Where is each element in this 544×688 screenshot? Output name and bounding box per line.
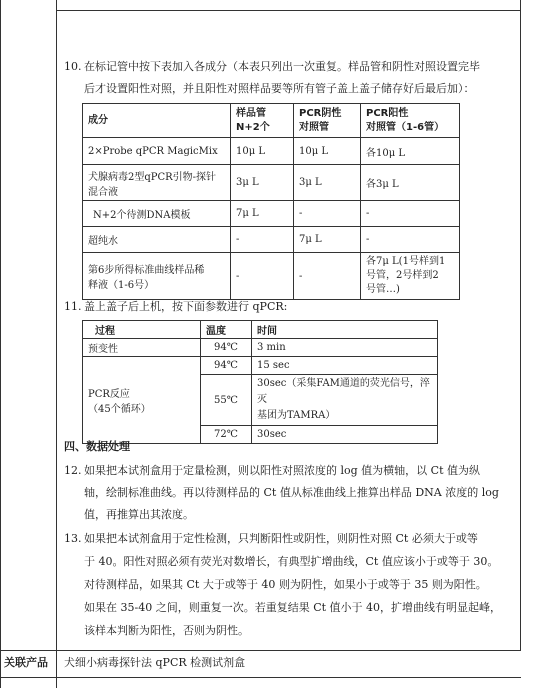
step-text-line: 于 40。阳性对照必须有荧光对数增长，有典型扩增曲线，Ct 值应该小于或等于 30。 — [84, 555, 499, 568]
header-line: PCR阳性 — [366, 107, 409, 119]
table-cell — [361, 253, 460, 300]
table-cell: - — [231, 253, 294, 300]
table-cell: 3μ L — [294, 165, 361, 201]
table-cell: 30sec — [252, 426, 438, 444]
header-cell: 时间 — [252, 321, 438, 339]
table-cell: 各10μ L — [361, 138, 460, 165]
step-number: 11. — [64, 300, 82, 313]
cell-line: 基团为TAMRA） — [257, 410, 336, 421]
table-row — [83, 227, 460, 253]
table-header-row — [83, 104, 460, 138]
step-text-line: 如果把本试剂盒用于定性检测，只判断阳性或阴性，则阴性对照 Ct 必须大于或等 — [84, 532, 478, 545]
table-cell: N+2个待测DNA模板 — [83, 201, 231, 227]
reaction-setup-table — [82, 103, 460, 300]
step-text-line: 对待测样品，如果其 Ct 大于或等于 40 则为阴性，如果小于或等于 35 则为阳性。 — [84, 578, 487, 591]
table-row — [83, 339, 438, 357]
header-line: PCR阴性 — [299, 107, 342, 119]
header-cell — [361, 104, 460, 138]
header-line: 对照管 — [299, 121, 329, 133]
table-row — [83, 253, 460, 300]
table-cell — [83, 165, 231, 201]
header-line: N+2个 — [236, 121, 270, 133]
header-cell: 过程 — [83, 321, 201, 339]
cell-line: 犬腺病毒2型qPCR引物-探针 — [88, 171, 217, 183]
table-cell: 7μ L — [294, 227, 361, 253]
step-number: 12. — [64, 464, 82, 477]
header-cell: 温度 — [201, 321, 252, 339]
header-line: 样品管 — [236, 107, 266, 119]
step-text-line: 在标记管中按下表加入各成分（本表只列出一次重复。样品管和阴性对照设置完毕 — [84, 60, 480, 73]
table-cell: 94℃ — [201, 357, 252, 375]
step-text-line: 如果把本试剂盒用于定量检测，则以阳性对照浓度的 log 值为横轴，以 Ct 值为纵 — [84, 464, 481, 477]
header-cell — [231, 104, 294, 138]
step-number: 13. — [64, 532, 82, 545]
table-row — [83, 201, 460, 227]
table-cell: - — [361, 227, 460, 253]
cell-line: （45个循环） — [88, 404, 151, 415]
header-cell — [294, 104, 361, 138]
table-cell: 10μ L — [231, 138, 294, 165]
table-cell: 72℃ — [201, 426, 252, 444]
table-cell: - — [361, 201, 460, 227]
header-line: 对照管（1-6管） — [366, 121, 445, 133]
step-text-line: 该样本判断为阳性，否则为阴性。 — [84, 624, 249, 637]
step-11 — [64, 296, 514, 318]
step-13 — [64, 528, 514, 642]
cell-line: 号管，2号样到2 — [366, 270, 439, 281]
table-cell: 3μ L — [231, 165, 294, 201]
table-cell: 2×Probe qPCR MagicMix — [83, 138, 231, 165]
table-cell: 7μ L — [231, 201, 294, 227]
section-heading: 四、数据处理 — [64, 440, 130, 453]
cell-line: 释液（1-6号） — [88, 280, 155, 291]
frame-column-divider — [56, 0, 57, 688]
step-text-line: 如果在 35-40 之间，则重复一次。若重复结果 Ct 值小于 40，扩增曲线有明显起峰， — [84, 601, 502, 614]
table-cell — [252, 375, 438, 426]
table-row — [83, 357, 438, 375]
table-cell: 各3μ L — [361, 165, 460, 201]
table-cell: 15 sec — [252, 357, 438, 375]
step-text-line: 盖上盖子后上机，按下面参数进行 qPCR: — [84, 300, 288, 313]
step-text-line: 后才设置阳性对照，并且阳性对照样品要等所有管子盖上盖子储存好后最后加）： — [84, 82, 475, 95]
frame-right-border — [520, 0, 521, 650]
cell-line: PCR反应 — [88, 389, 130, 400]
cell-line: 混合液 — [88, 186, 118, 198]
table-cell: - — [294, 201, 361, 227]
table-row — [83, 138, 460, 165]
table-cell: 10μ L — [294, 138, 361, 165]
cell-line: 第6步所得标准曲线样品稀 — [88, 265, 205, 276]
table-cell: - — [231, 227, 294, 253]
related-product-name: 犬细小病毒探针法 qPCR 检测试剂盒 — [64, 656, 246, 669]
frame-left-border — [0, 0, 1, 688]
step-number: 10. — [64, 60, 82, 73]
step-text-line: 值，再推算出其浓度。 — [84, 508, 194, 521]
table-cell — [83, 253, 231, 300]
table-cell — [83, 357, 201, 444]
cell-line: 号管…) — [366, 284, 400, 295]
qpcr-program-table — [82, 320, 438, 444]
table-cell: 3 min — [252, 339, 438, 357]
frame-top-border — [56, 10, 521, 11]
table-cell: 超纯水 — [83, 227, 231, 253]
related-products-label: 关联产品 — [4, 656, 48, 669]
step-12 — [64, 460, 514, 526]
step-text-line: 轴，绘制标准曲线。再以待测样品的 Ct 值从标准曲线上推算出样品 DNA 浓度的 log — [84, 486, 499, 499]
header-cell: 成分 — [83, 104, 231, 138]
table-cell: - — [294, 253, 361, 300]
table-row — [83, 165, 460, 201]
table-cell: 94℃ — [201, 339, 252, 357]
table-header-row — [83, 321, 438, 339]
frame-bottom-border — [0, 677, 521, 678]
cell-line: 各7μ L(1号样到1 — [366, 256, 446, 267]
table-cell: 55℃ — [201, 375, 252, 426]
table-cell: 预变性 — [83, 339, 201, 357]
cell-line: 30sec（采集FAM通道的荧光信号，淬灭 — [257, 378, 430, 405]
